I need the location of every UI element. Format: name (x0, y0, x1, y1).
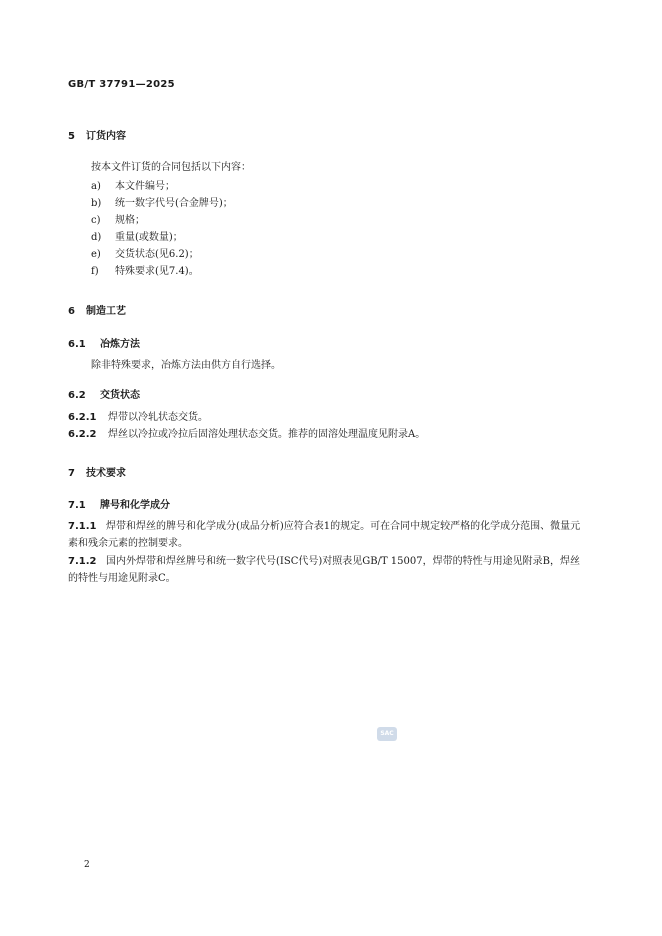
watermark-logo: SAC (377, 727, 397, 741)
list-item (91, 214, 145, 228)
subsection-title: 交货状态 (100, 390, 140, 401)
list-item (91, 248, 199, 262)
clause-number: 7.1.1 (68, 521, 97, 532)
clause-7-1-2 (68, 553, 588, 587)
clause-text: 焊带以冷轧状态交货。 (108, 412, 208, 423)
subsection-6-1-text: 除非特殊要求，冶炼方法由供方自行选择。 (91, 360, 281, 371)
section-5-heading (68, 127, 126, 142)
clause-7-1-1 (68, 518, 588, 552)
section-title: 制造工艺 (86, 306, 126, 317)
clause-6-2-2 (68, 428, 425, 442)
section-number: 7 (68, 468, 75, 479)
list-item-text: 交货状态(见6.2)； (115, 249, 199, 260)
subsection-number: 6.2 (68, 390, 86, 401)
clause-text: 焊带和焊丝的牌号和化学成分(成品分析)应符合表1的规定。可在合同中规定较严格的化学成分范围、微量元素和残余元素的控制要求。 (68, 521, 581, 549)
section-6-heading (68, 302, 126, 317)
list-item-text: 规格； (115, 215, 145, 226)
clause-text: 焊丝以冷拉或冷拉后固溶处理状态交货。推荐的固溶处理温度见附录A。 (108, 429, 426, 440)
list-item (91, 180, 175, 194)
clause-number: 7.1.2 (68, 556, 97, 567)
subsection-6-2-heading (68, 386, 140, 401)
list-item (91, 231, 183, 245)
list-item-text: 统一数字代号(合金牌号)； (115, 198, 233, 209)
list-item-label: f) (91, 266, 99, 277)
page-number: 2 (84, 860, 90, 870)
list-item (91, 197, 233, 211)
list-item-label: c) (91, 215, 101, 226)
clause-6-2-1 (68, 411, 208, 425)
section-5-intro: 按本文件订货的合同包括以下内容： (91, 162, 251, 173)
subsection-6-1-heading (68, 335, 140, 350)
section-title: 技术要求 (86, 468, 126, 479)
list-item (91, 265, 199, 279)
subsection-title: 牌号和化学成分 (100, 500, 170, 511)
list-item-text: 重量(或数量)； (115, 232, 183, 243)
list-item-label: e) (91, 249, 101, 260)
list-item-text: 特殊要求(见7.4)。 (115, 266, 199, 277)
subsection-title: 冶炼方法 (100, 339, 140, 350)
list-item-label: b) (91, 198, 102, 209)
section-number: 5 (68, 131, 75, 142)
clause-number: 6.2.1 (68, 412, 97, 423)
clause-text: 国内外焊带和焊丝牌号和统一数字代号(ISC代号)对照表见GB/T 15007，焊带的特性与用途见附录B，焊丝的特性与用途见附录C。 (68, 556, 580, 584)
subsection-number: 6.1 (68, 339, 86, 350)
list-item-text: 本文件编号； (115, 181, 175, 192)
list-item-label: d) (91, 232, 102, 243)
document-header: GB/T 37791—2025 (68, 79, 175, 90)
section-7-heading (68, 464, 126, 479)
section-title: 订货内容 (86, 131, 126, 142)
list-item-label: a) (91, 181, 101, 192)
subsection-number: 7.1 (68, 500, 86, 511)
section-number: 6 (68, 306, 75, 317)
subsection-7-1-heading (68, 496, 170, 511)
clause-number: 6.2.2 (68, 429, 97, 440)
